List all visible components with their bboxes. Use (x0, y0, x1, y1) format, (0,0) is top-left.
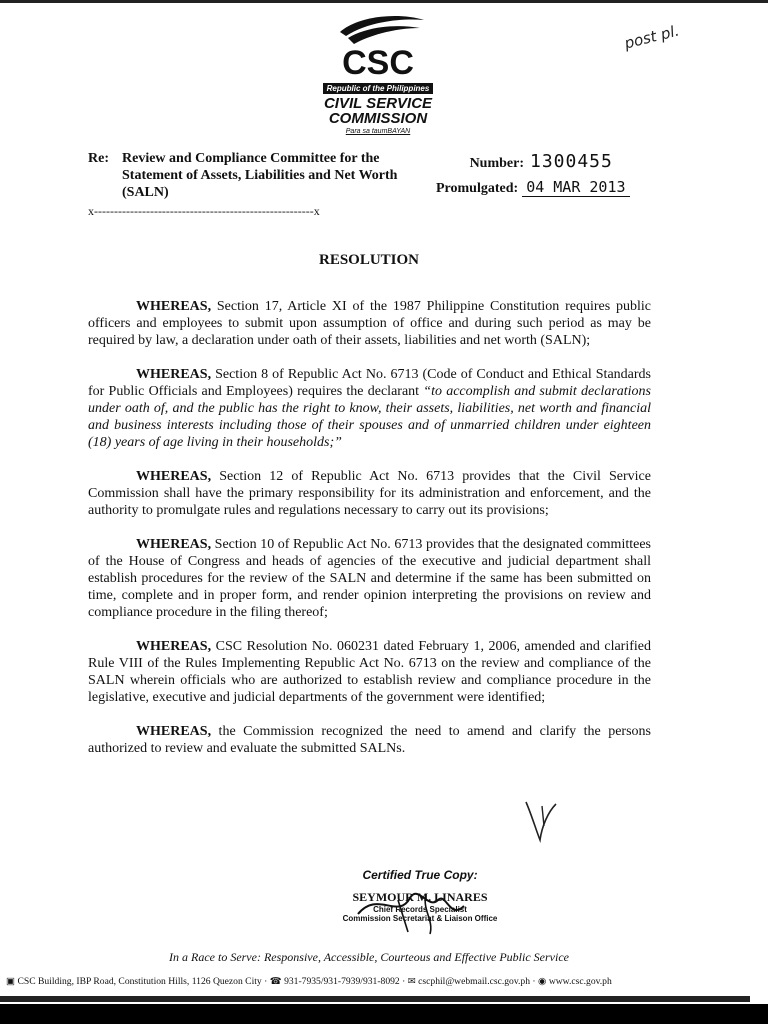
paragraph: WHEREAS, Section 12 of Republic Act No. 6713 provides that the Civil Service Commission shall have the primary responsibility for its administration and enforcement, and the authority to promulgate rules and regulations necessary to carry out its provisions; (88, 469, 651, 518)
resolution-number: 1300455 (530, 151, 613, 172)
top-edge-line (0, 0, 768, 3)
paragraph: WHEREAS, Section 8 of Republic Act No. 6713 (Code of Conduct and Ethical Standards for Public Officials and Employees) requires the declarant “to accomplish and submit declarations under oath of, and the public has the right to know, their assets, liabilities, net worth and financial and business interests including those of their spouses and of unmarried children under eighteen (18) years of age living in their households;” (88, 367, 651, 450)
re-label: Re: (88, 151, 109, 166)
certified-label: Certified True Copy: (362, 868, 478, 882)
handwritten-note: post pl. (622, 21, 681, 53)
signature-icon (338, 880, 478, 940)
footer-email: cscphil@webmail.csc.gov.ph (418, 976, 531, 987)
building-icon: ▣ (6, 976, 16, 987)
number-label: Number: (469, 156, 524, 171)
paragraph: WHEREAS, CSC Resolution No. 060231 dated February 1, 2006, amended and clarified Rule VIII of the Rules Implementing Republic Act No. 6713 on the review and compliance of the SALN wherein officials who are authorized to establish review and compliance procedure in the legislative, executive and judicial departments of the government were identified; (88, 639, 651, 705)
promulgated-label: Promulgated: (436, 181, 519, 196)
email-icon: ✉ (407, 976, 416, 987)
phone-icon: ☎ (269, 976, 282, 987)
globe-icon: ◉ (538, 976, 547, 987)
footer-address: CSC Building, IBP Road, Constitution Hills, 1126 Quezon City (17, 976, 262, 987)
agency-name-line2: COMMISSION (328, 110, 428, 127)
paragraph: WHEREAS, Section 17, Article XI of the 1987 Philippine Constitution requires public officers and employees to submit upon assumption of office and during such period as may be required by law, a declaration under oath of their assets, liabilities and net worth (SALN); (88, 299, 651, 348)
footer-website: www.csc.gov.ph (548, 976, 612, 987)
scan-edge (0, 1004, 768, 1024)
agency-motto: In a Race to Serve: Responsive, Accessible, Courteous and Effective Public Service (169, 950, 569, 964)
paragraph: WHEREAS, the Commission recognized the need to amend and clarify the persons authorized to review and evaluate the submitted SALNs. (88, 724, 651, 756)
handwritten-initial (522, 796, 562, 846)
svg-text:CSC: CSC (342, 44, 414, 78)
divider-line: x-------------------------------------------------------x (88, 204, 320, 218)
re-subject: Review and Compliance Committee for the Statement of Assets, Liabilities and Net Worth (SALN) (122, 151, 398, 200)
promulgated-date: 04 MAR 2013 (522, 178, 629, 197)
resolution-body (88, 298, 651, 774)
republic-label: Republic of the Philippines (323, 83, 434, 94)
certifier-office: Commission Secretariat & Liaison Office (342, 914, 498, 923)
footer-contact: ▣ CSC Building, IBP Road, Constitution Hills, 1126 Quezon City · ☎ 931-7935/931-7939/931-8092 · ✉ cscphil@webmail.csc.gov.ph · ◉ www.csc.gov.ph (6, 976, 612, 987)
paragraph: WHEREAS, Section 10 of Republic Act No. 6713 provides that the designated committees of the House of Congress and heads of agencies of the executive and judicial department shall establish procedures for the review of the SALN and determine if the same has been submitted on time, complete and in proper form, and render opinion interpreting the provisions on review and compliance procedure in the filing thereof; (88, 537, 651, 620)
certifier-name: SEYMOUR M. LINARES (352, 890, 488, 904)
certifier-position: Chief Records Specialist (373, 905, 467, 914)
document-title: RESOLUTION (318, 252, 420, 268)
footer-phone: 931-7935/931-7939/931-8092 (284, 976, 400, 987)
csc-logo-icon (328, 14, 428, 78)
reference-block (436, 148, 630, 197)
footer-bar (0, 996, 750, 1002)
agency-tagline: Para sa taumBAYAN (345, 128, 411, 135)
agency-name-line1: CIVIL SERVICE (323, 95, 433, 112)
csc-logo (308, 14, 448, 138)
